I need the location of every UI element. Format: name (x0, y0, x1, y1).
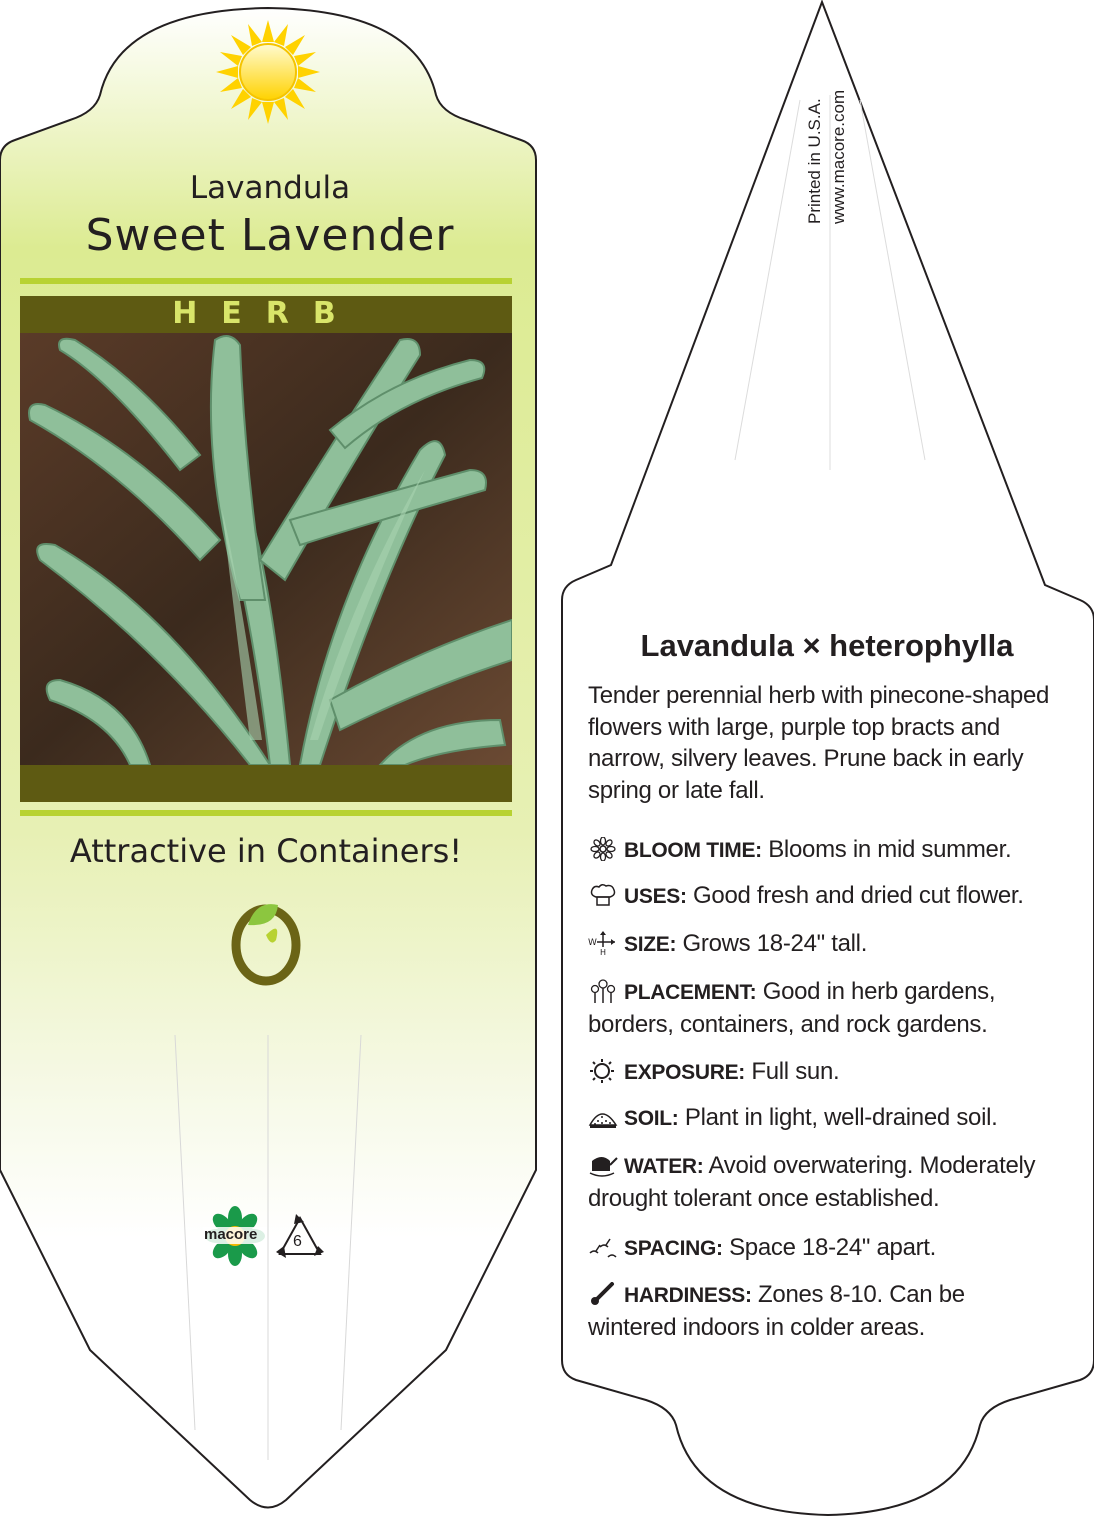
attr-text: Plant in light, well-drained soil. (678, 1104, 998, 1131)
full-sun-icon (216, 20, 320, 124)
front-genus: Lavandula (189, 170, 351, 206)
chef-hat-icon (588, 883, 618, 907)
svg-text:W: W (588, 938, 597, 948)
plants-icon (588, 979, 618, 1003)
attr-label: USES: (624, 885, 687, 908)
category-label: HERB (172, 296, 360, 331)
attr-label: SPACING: (624, 1237, 723, 1260)
slogan: Attractive in Containers! (69, 832, 463, 870)
attr-placement (588, 976, 1058, 1040)
attr-label: SIZE: (624, 933, 677, 956)
spacing-icon (588, 1235, 618, 1259)
attr-text: Avoid overwatering. Moderately drought tolerant once established. (588, 1152, 1036, 1212)
printed-info (803, 60, 848, 230)
attr-label: EXPOSURE: (624, 1061, 745, 1084)
attr-size (588, 928, 1058, 961)
printed-in: Printed in U.S.A. (805, 98, 824, 224)
attr-exposure (588, 1056, 1058, 1089)
soil-icon (588, 1105, 618, 1129)
attr-label: WATER: (624, 1155, 704, 1178)
attr-text: Full sun. (745, 1058, 840, 1085)
attr-text: Grows 18-24" tall. (676, 930, 868, 957)
attr-text: Blooms in mid summer. (761, 836, 1012, 863)
front-common-name: Sweet Lavender (85, 210, 455, 261)
brand-label: macore (204, 1226, 258, 1243)
plant-photo (20, 333, 512, 765)
size-arrows-icon (588, 931, 618, 955)
flower-icon (588, 837, 618, 861)
attr-text: Good in herb gardens, borders, containers, and rock gardens. (588, 978, 996, 1038)
description: Tender perennial herb with pinecone-shaped flowers with large, purple top bracts and narrow, silvery leaves. Prune back in early spring or late fall. (588, 682, 1050, 804)
thermometer-icon (588, 1282, 618, 1306)
svg-text:H: H (600, 948, 606, 955)
recycle-code: 6 (293, 1233, 302, 1250)
attr-text: Zones 8-10. Can be wintered indoors in colder areas. (588, 1281, 965, 1341)
attr-label: HARDINESS: (624, 1284, 752, 1307)
sun-outline-icon (588, 1059, 618, 1083)
attr-bloom-time (588, 834, 1058, 867)
attr-label: BLOOM TIME: (624, 839, 762, 862)
attr-spacing (588, 1232, 1058, 1265)
attr-label: SOIL: (624, 1107, 679, 1130)
botanical-name: Lavandula × heterophylla (640, 628, 1014, 663)
attr-uses (588, 880, 1058, 913)
attr-hardiness (588, 1279, 1058, 1343)
attr-label: PLACEMENT: (624, 981, 757, 1004)
attr-water (588, 1150, 1058, 1214)
attr-text: Space 18-24" apart. (722, 1234, 937, 1261)
bottom-band (20, 765, 512, 802)
watering-can-icon (588, 1153, 618, 1177)
website: www.macore.com (829, 89, 848, 224)
attr-soil (588, 1102, 1058, 1135)
attr-text: Good fresh and dried cut flower. (686, 882, 1024, 909)
